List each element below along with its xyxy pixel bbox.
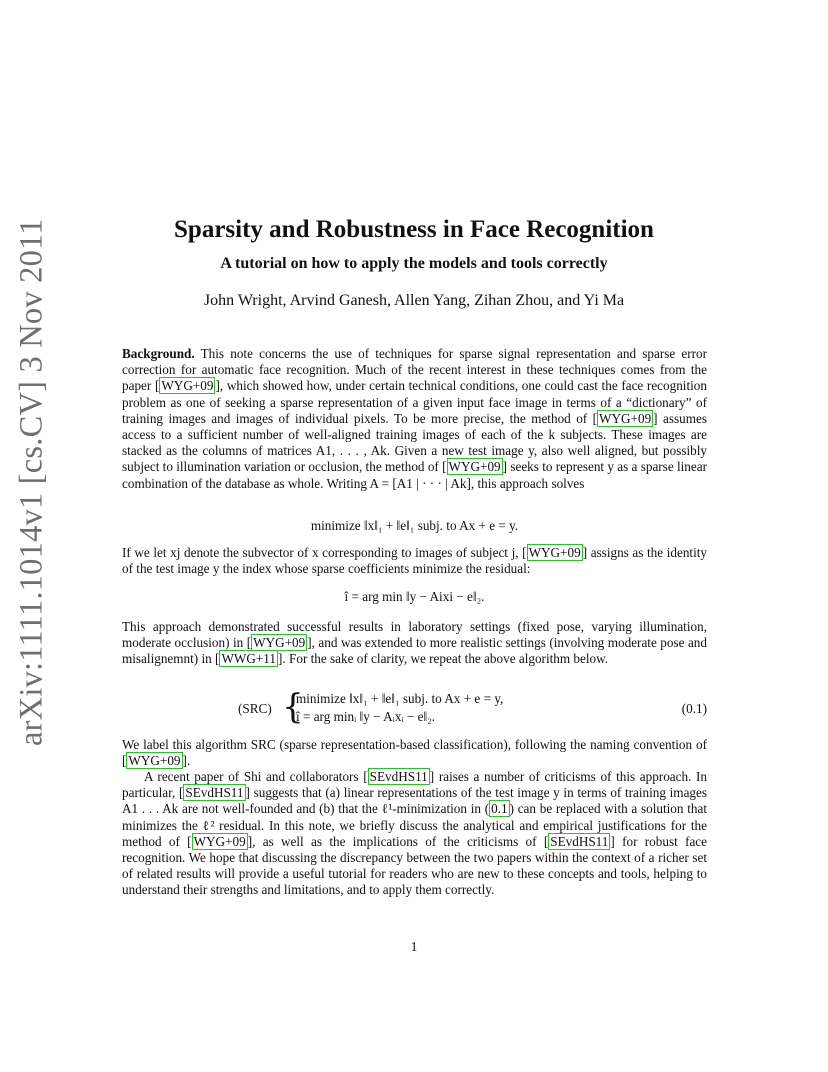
- equation-minimize: minimize ‖x‖₁ + ‖e‖₁ subj. to Ax + e = y.: [310, 518, 519, 533]
- para2-text-1: If we let xj denote the subvector of x corresponding to images of subject j,: [122, 545, 523, 560]
- src-line-1: minimize ‖x‖₁ + ‖e‖₁ subj. to Ax + e = y,: [296, 691, 504, 706]
- background-text-4: seeks to represent y as a sparse linear combination of the database as whole. Writing A = [A1 | · · · | Ak], this approach solves: [122, 459, 707, 491]
- para3-text-3: . For the sake of clarity, we repeat the above algorithm below.: [282, 651, 609, 667]
- para5-text-6: for robust face recognition. We hope that discussing the discrepancy between the two papers within the context of a richer set of related results will provide a useful tutorial for readers who are new to these concepts and tools, helping to understand their strengths and limitations, and to apply them correctly.: [122, 833, 708, 898]
- para4-text-1: We label this algorithm SRC (sparse representation-based classification), following the naming convention of: [122, 737, 707, 752]
- src-label: (SRC): [238, 701, 272, 716]
- author-list: John Wright, Arvind Ganesh, Allen Yang, Zihan Zhou, and Yi Ma: [203, 292, 625, 309]
- para3-text-2: , and was extended to more realistic settings (involving moderate pose and misalignemnt) in: [122, 635, 707, 667]
- para3-text-1: This approach demonstrated successful results in laboratory settings (fixed pose, varying illumination, moderate occlusion) in: [122, 619, 707, 651]
- citation-link[interactable]: WYG+09: [599, 410, 652, 426]
- citation-link[interactable]: SEvdHS11: [185, 785, 244, 801]
- paper-title: Sparsity and Robustness in Face Recognition: [174, 216, 654, 243]
- paragraph-5: A recent paper of Shi and collaborators [ SEvdHS11 ] raises a number of criticisms of this approach. In particular, [ SEvdHS11 ] suggests that (a) linear representations of the test image y in terms of training images A1 . . . Ak are not well-founded and (b) that the ℓ¹-minimization in ( 0.1 ) can be replaced with a solution that minimizes the ℓ² residual. In this note, we briefly discuss the analytical and empirical justifications for the method of [ WYG+09 ], as well as the implications of the criticisms of [ SEvdHS11 ] for robust face recognition. We hope that discussing the discrepancy between the two papers within the context of a richer set of related results will provide a useful tutorial for readers who are new to these concepts and tools, helping to understand their strengths and limitations, and to apply them correctly.: [122, 769, 708, 898]
- citation-link[interactable]: SEvdHS11: [550, 833, 609, 849]
- background-text-2: , which showed how, under certain technical conditions, one could cast the face recognition problem as one of seeking a sparse representation of a given input face image in terms of a “dictionary” of training images and images of individual pixels. To be more precise, the method of: [122, 378, 707, 426]
- background-paragraph: Background. This note concerns the use of techniques for sparse signal representation and sparse error correction for automatic face recognition. Much of the recent interest in these techniques comes from the paper [ WYG+09 ], which showed how, under certain technical conditions, one could cast the face recognition problem as one of seeking a sparse representation of a given input face image in terms of a “dictionary” of training images and images of individual pixels. To be more precise, the method of [ WYG+09 ] assumes access to a sufficient number of well-aligned training images of each of the k subjects. These images are stacked as the columns of matrices A1, . . . , Ak. Given a new test image y, also well aligned, but possibly subject to illumination variation or occlusion, the method of [ WYG+09 ] seeks to represent y as a sparse linear combination of the database as whole. Writing A = [A1 | · · · | Ak], this approach solves: [122, 346, 707, 491]
- equation-ref-link[interactable]: 0.1: [491, 801, 508, 817]
- paragraph-3: This approach demonstrated successful results in laboratory settings (fixed pose, varying illumination, moderate occlusion) in [ WYG+09 ], and was extended to more realistic settings (involving moderate pose and misalignemnt) in [ WWG+11 ]. For the sake of clarity, we repeat the above algorithm below.: [122, 619, 707, 667]
- page-number: 1: [410, 939, 418, 954]
- citation-link[interactable]: SEvdHS11: [369, 769, 428, 784]
- citation-link[interactable]: WWG+11: [221, 651, 277, 667]
- paragraph-2: If we let xj denote the subvector of x corresponding to images of subject j, [ WYG+09 ] assigns as the identity of the test image y the index whose sparse coefficients minimize the residual:: [122, 545, 708, 577]
- para5-text-1: A recent paper of Shi and collaborators: [144, 769, 364, 784]
- citation-link[interactable]: WYG+09: [528, 545, 581, 560]
- paragraph-4: We label this algorithm SRC (sparse representation-based classification), following the naming convention of [ WYG+09 ].: [122, 737, 707, 769]
- equation-number: (0.1): [681, 701, 707, 716]
- para5-text-2: raises a number of criticisms of this approach. In particular,: [122, 769, 708, 801]
- background-text-1: This note concerns the use of techniques for sparse signal representation and sparse error correction for automatic face recognition. Much of the recent interest in these techniques comes from the paper: [122, 346, 707, 394]
- citation-link[interactable]: WYG+09: [161, 378, 214, 394]
- paper-subtitle: A tutorial on how to apply the models and tools correctly: [220, 255, 608, 272]
- para4-text-2: .: [186, 753, 191, 769]
- background-heading: Background.: [122, 346, 195, 361]
- src-line-2: î = arg minᵢ ‖y − Aᵢxᵢ − e‖₂.: [296, 709, 436, 724]
- para5-text-3: suggests that (a) linear representations of the test image y in terms of training images A1 . . . Ak are not well-founded and (b) that the ℓ¹-minimization in: [122, 785, 708, 817]
- citation-link[interactable]: WYG+09: [128, 753, 181, 769]
- equation-argmin: î = arg min ‖y − Aixi − e‖₂.: [344, 589, 485, 604]
- citation-link[interactable]: WYG+09: [253, 635, 306, 651]
- background-text-3: assumes access to a sufficient number of well-aligned training images of each of the k subjects. These images are stacked as the columns of matrices A1, . . . , Ak. Given a new test image y, also well aligned, but possibly subject to illumination variation or occlusion, the method of: [122, 410, 707, 475]
- arxiv-side-label: arXiv:1111.1014v1 [cs.CV] 3 Nov 2011: [13, 218, 50, 746]
- citation-link[interactable]: WYG+09: [193, 833, 246, 849]
- citation-link[interactable]: WYG+09: [448, 459, 501, 475]
- para5-text-5: , as well as the implications of the criticisms of: [252, 833, 544, 849]
- src-algorithm-block: [122, 687, 707, 727]
- left-brace: {: [282, 687, 304, 727]
- para2-text-2: assigns as the identity of the test image y the index whose sparse coefficients minimize the residual:: [122, 545, 708, 577]
- para5-text-4: can be replaced with a solution that minimizes the ℓ² residual. In this note, we briefly discuss the analytical and empirical justifications for the method of: [122, 801, 707, 849]
